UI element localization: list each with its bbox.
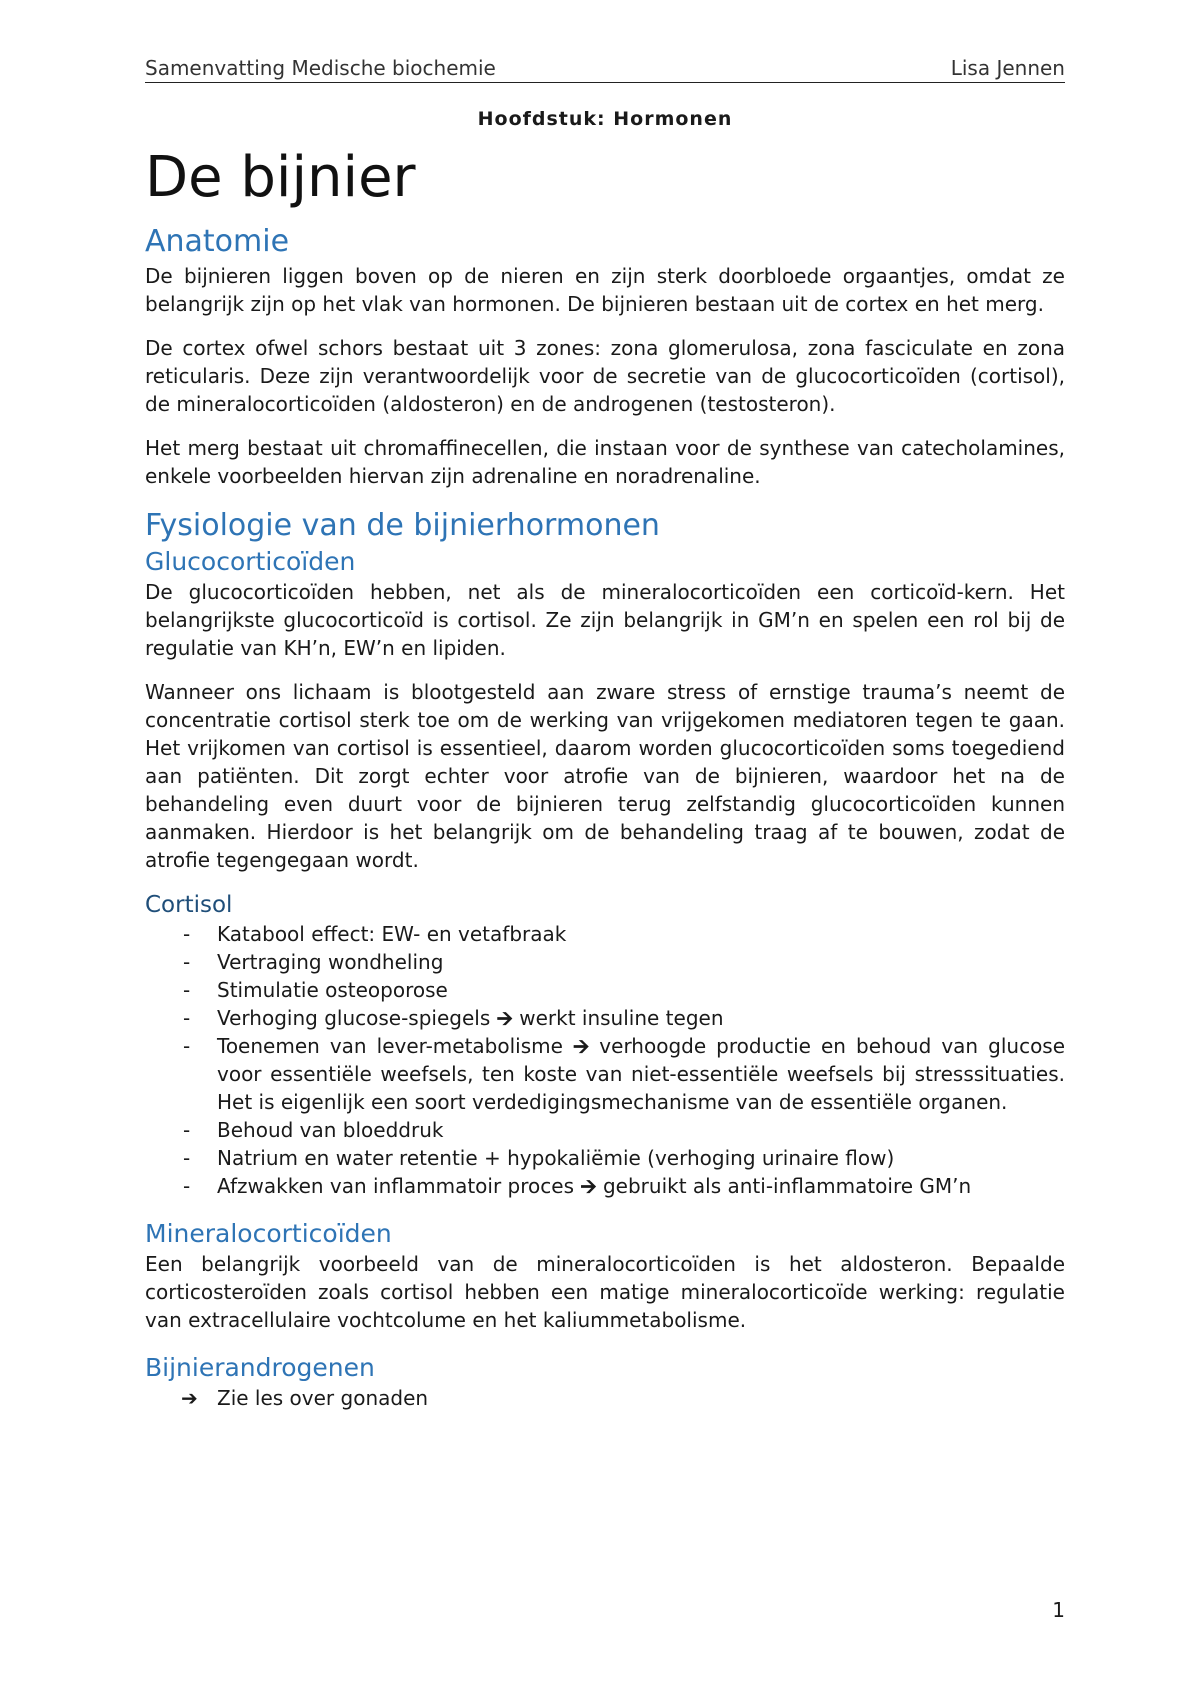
subheading-glucocorticoids: Glucocorticoïden	[145, 547, 356, 576]
list-item: - Afzwakken van inflammatoir proces 🡪 gebruikt als anti-inflammatoire GM’n	[145, 1172, 1065, 1200]
page-title: De bijnier	[145, 145, 416, 210]
paragraph: Wanneer ons lichaam is blootgesteld aan zware stress of ernstige trauma’s neemt de concentratie cortisol sterk toe om de werking van vrijgekomen mediatoren tegen te gaan. Het vrijkomen van cortisol is essentieel, daarom worden glucocorticoïden soms toegediend aan patiënten. Dit zorgt echter voor atrofie van de bijnieren, waardoor het na de behandeling even duurt voor de bijnieren terug zelfstandig glucocorticoïden kunnen aanmaken. Hierdoor is het belangrijk om de behandeling traag af te bouwen, zodat de atrofie tegengegaan wordt.	[145, 680, 1065, 872]
arrow-right-icon: 🡪	[580, 1174, 597, 1198]
section-heading-physiology: Fysiologie van de bijnierhormonen	[145, 508, 660, 543]
subheading-mineralocorticoids: Mineralocorticoïden	[145, 1219, 392, 1248]
header-left: Samenvatting Medische biochemie	[145, 56, 496, 80]
list-item: - Stimulatie osteoporose	[145, 976, 1065, 1004]
list-item: - Vertraging wondheling	[145, 948, 1065, 976]
paragraph: Het merg bestaat uit chromaffinecellen, die instaan voor de synthese van catecholamines, enkele voorbeelden hiervan zijn adrenaline en noradrenaline.	[145, 436, 1065, 488]
paragraph: De cortex ofwel schors bestaat uit 3 zones: zona glomerulosa, zona fasciculate en zona reticularis. Deze zijn verantwoordelijk voor de secretie van de glucocorticoïden (cortisol), de mineralocorticoïden (aldosteron) en de androgenen (testosteron).	[145, 336, 1065, 416]
list-item: - Verhoging glucose-spiegels 🡪 werkt insuline tegen	[145, 1004, 1065, 1032]
paragraph: Een belangrijk voorbeeld van de mineralocorticoïden is het aldosteron. Bepaalde corticosteroïden zoals cortisol hebben een matige mineralocorticoïde werking: regulatie van extracellulaire vochtcolume en het kaliummetabolisme.	[145, 1252, 1065, 1332]
page-header	[145, 57, 1065, 83]
page-number: 1	[1052, 1598, 1065, 1622]
chapter-label: Hoofdstuk: Hormonen	[477, 108, 733, 130]
subheading-adrenal-androgens: Bijnierandrogenen	[145, 1353, 375, 1382]
list-item: - Toenemen van lever-metabolisme 🡪 verhoogde productie en behoud van glucose voor essentiële weefsels, ten koste van niet-essentiële weefsels bij stresssituaties. Het is eigenlijk een soort verdedigingsmechanisme van de essentiële organen.	[145, 1032, 1065, 1116]
content	[145, 140, 1065, 1412]
section-heading-anatomy: Anatomie	[145, 224, 290, 259]
arrow-right-icon: 🡪	[573, 1034, 590, 1058]
paragraph: De bijnieren liggen boven op de nieren en zijn sterk doorbloede orgaantjes, omdat ze belangrijk zijn op het vlak van hormonen. De bijnieren bestaan uit de cortex en het merg.	[145, 264, 1065, 316]
arrow-right-icon: 🡪	[496, 1006, 513, 1030]
header-right: Lisa Jennen	[950, 56, 1065, 80]
list-item: - Behoud van bloeddruk	[145, 1116, 1065, 1144]
cortisol-list	[145, 920, 1065, 1200]
list-item: - Katabool effect: EW- en vetafbraak	[145, 920, 1065, 948]
subheading-cortisol: Cortisol	[145, 892, 233, 918]
paragraph: De glucocorticoïden hebben, net als de mineralocorticoïden een corticoïd-kern. Het belangrijkste glucocorticoïd is cortisol. Ze zijn belangrijk in GM’n en spelen een rol bij de regulatie van KH’n, EW’n en lipiden.	[145, 580, 1065, 660]
arrow-right-icon: ➔	[181, 1386, 198, 1410]
list-item: - Natrium en water retentie + hypokaliëmie (verhoging urinaire flow)	[145, 1144, 1065, 1172]
list-item: ➔ Zie les over gonaden	[181, 1386, 429, 1410]
